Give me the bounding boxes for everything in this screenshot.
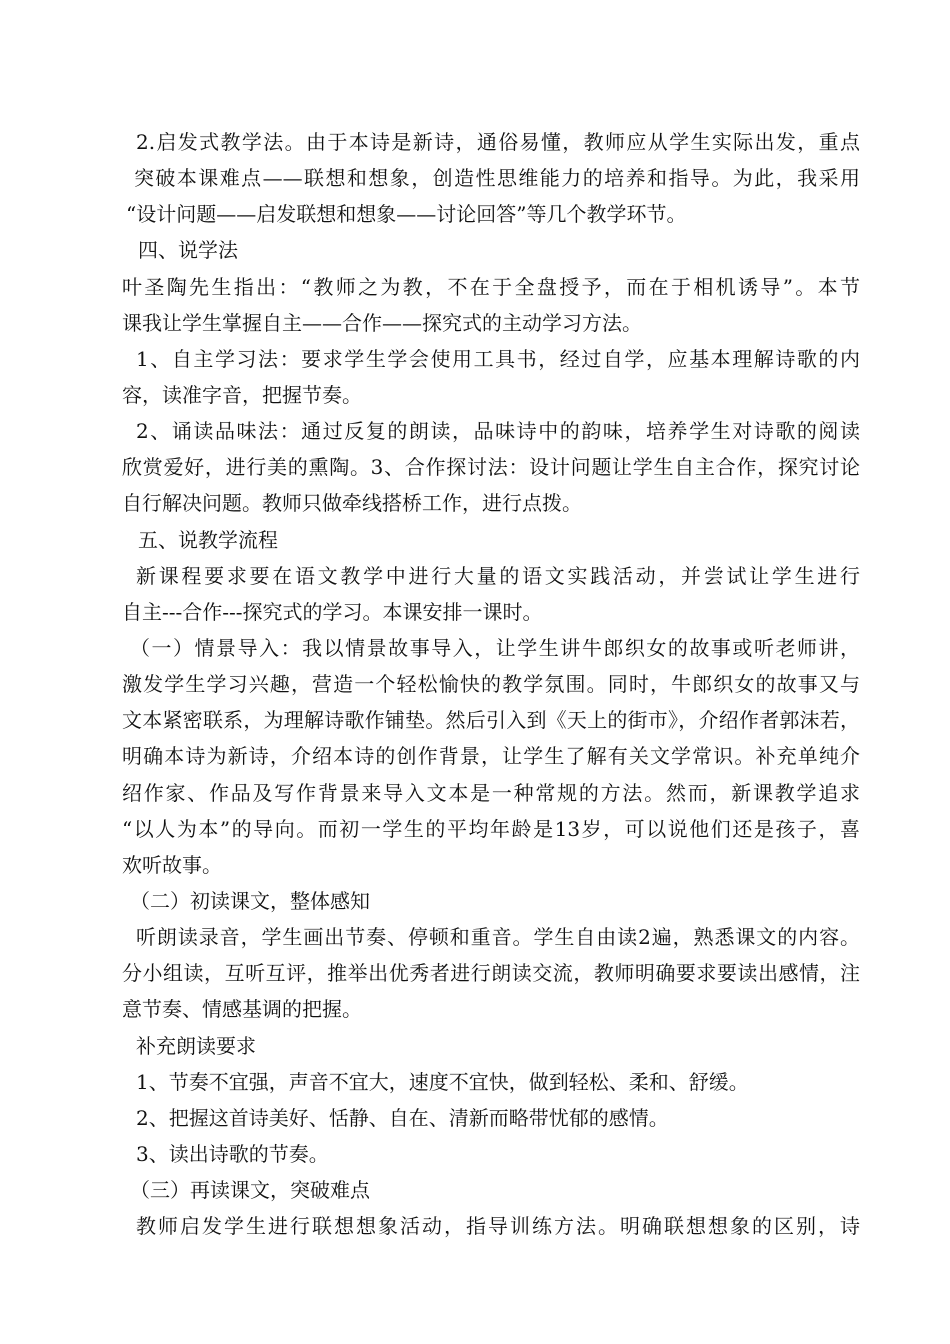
- section-heading: （二）初读课文，整体感知: [130, 888, 370, 913]
- paragraph-line: “以人为本”的导向。而初一学生的平均年龄是13岁，可以说他们还是孩子，喜: [122, 816, 860, 841]
- paragraph-line: 听朗读录音，学生画出节奏、停顿和重音。学生自由读2遍，熟悉课文的内容。: [136, 925, 860, 950]
- paragraph-line: 文本紧密联系，为理解诗歌作铺垫。然后引入到《天上的街市》，介绍作者郭沫若，: [122, 708, 860, 733]
- list-item: 3、读出诗歌的节奏。: [136, 1141, 329, 1166]
- paragraph-line: 2.启发式教学法。由于本诗是新诗，通俗易懂，教师应从学生实际出发，重点: [136, 130, 860, 154]
- section-heading: 四、说学法: [138, 238, 238, 263]
- section-heading: 五、说教学流程: [138, 527, 278, 552]
- paragraph-line: 自主---合作---探究式的学习。本课安排一课时。: [122, 599, 543, 624]
- section-heading: （三）再读课文，突破难点: [130, 1178, 370, 1203]
- paragraph-line: 欢听故事。: [122, 852, 222, 877]
- paragraph-line: 课我让学生掌握自主——合作——探究式的主动学习方法。: [122, 310, 642, 335]
- list-item: 2、把握这首诗美好、恬静、自在、清新而略带忧郁的感情。: [136, 1105, 669, 1130]
- paragraph-line: 新课程要求要在语文教学中进行大量的语文实践活动，并尝试让学生进行: [136, 563, 860, 588]
- paragraph-line: 容，读准字音，把握节奏。: [122, 382, 362, 407]
- paragraph-line: （一）情景导入：我以情景故事导入，让学生讲牛郎织女的故事或听老师讲，: [130, 635, 860, 660]
- paragraph-line: 叶圣陶先生指出：“教师之为教，不在于全盘授予，而在于相机诱导”。本节: [122, 274, 860, 299]
- paragraph-line: 自行解决问题。教师只做牵线搭桥工作，进行点拨。: [122, 491, 582, 516]
- paragraph-line: “设计问题——启发联想和想象——讨论回答”等几个教学环节。: [126, 202, 687, 227]
- paragraph-line: 意节奏、情感基调的把握。: [122, 997, 362, 1022]
- document-body: [122, 124, 860, 1244]
- paragraph-line: 明确本诗为新诗，介绍本诗的创作背景，让学生了解有关文学常识。补充单纯介: [122, 744, 860, 769]
- paragraph-line: 激发学生学习兴趣，营造一个轻松愉快的教学氛围。同时，牛郎织女的故事又与: [122, 672, 860, 697]
- list-item: 1、节奏不宜强，声音不宜大，速度不宜快，做到轻松、柔和、舒缓。: [136, 1069, 749, 1094]
- paragraph-line: 突破本课难点——联想和想象，创造性思维能力的培养和指导。为此，我采用: [134, 166, 860, 191]
- paragraph-line: 欣赏爱好，进行美的熏陶。3、合作探讨法：设计问题让学生自主合作，探究讨论: [122, 455, 860, 480]
- section-heading: 补充朗读要求: [136, 1033, 256, 1058]
- paragraph-line: 2、诵读品味法：通过反复的朗读，品味诗中的韵味，培养学生对诗歌的阅读: [136, 419, 860, 444]
- paragraph-line: 教师启发学生进行联想想象活动，指导训练方法。明确联想想象的区别，诗: [136, 1214, 860, 1239]
- paragraph-line: 分小组读，互听互评，推举出优秀者进行朗读交流，教师明确要求要读出感情，注: [122, 961, 860, 986]
- paragraph-line: 绍作家、作品及写作背景来导入文本是一种常规的方法。然而，新课教学追求: [122, 780, 860, 805]
- paragraph-line: 1、自主学习法：要求学生学会使用工具书，经过自学，应基本理解诗歌的内: [136, 346, 860, 371]
